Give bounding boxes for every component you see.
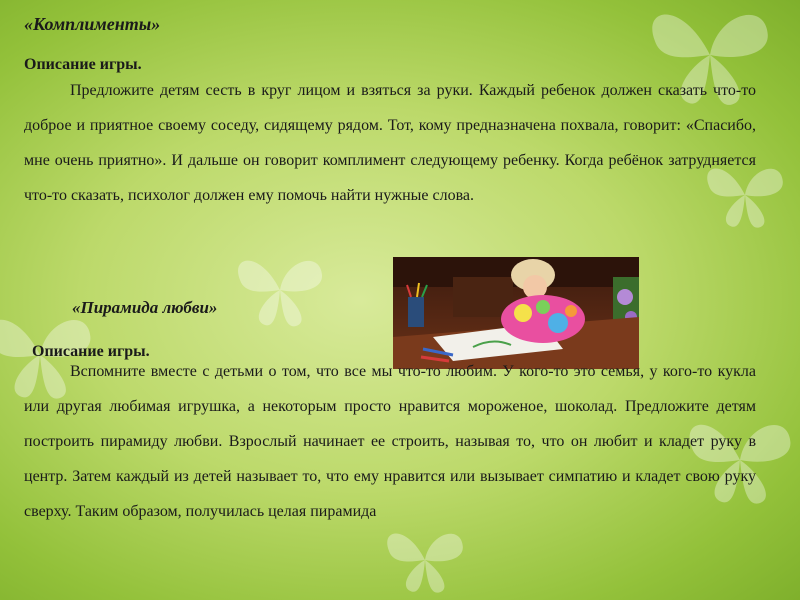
section2-label: Описание игры. [32, 343, 150, 360]
section1-text: Предложите детям сесть в круг лицом и взяться за руки. Каждый ребенок должен сказать что-то доброе и приятное своему соседу, сидящему рядом. Тот, кому предназначена похвала, говорит: «Спасибо, мне очень приятно». И дальше он говорит комплимент следующему ребенку. Когда ребёнок затрудняется что-то сказать, психолог должен ему помочь найти нужные слова. [24, 82, 756, 204]
section1-label: Описание игры. [24, 56, 142, 73]
section2-text: Вспомните вместе с детьми о том, что все мы что-то любим. У кого-то это семья, у кого-то кукла или другая любимая игрушка, а некоторым просто нравится мороженое, шоколад. Предложите детям построить пирамиду любви. Взрослый начинает ее строить, называя то, что он любит и кладет руку в центр. Затем каждый из детей называет то, что ему нравится или вызывает симпатию и кладет свою руку сверху. Таким образом, получилась целая пирамида [24, 363, 756, 520]
butterfly-decoration-icon [380, 520, 470, 600]
butterfly-decoration-icon [230, 250, 330, 330]
section1-title: «Комплименты» [24, 14, 161, 34]
section1-paragraph [24, 73, 756, 213]
child-drawing-photo [393, 257, 639, 369]
section2-paragraph [24, 354, 756, 529]
photo-illustration [393, 257, 639, 369]
section2-title: «Пирамида любви» [72, 298, 218, 317]
